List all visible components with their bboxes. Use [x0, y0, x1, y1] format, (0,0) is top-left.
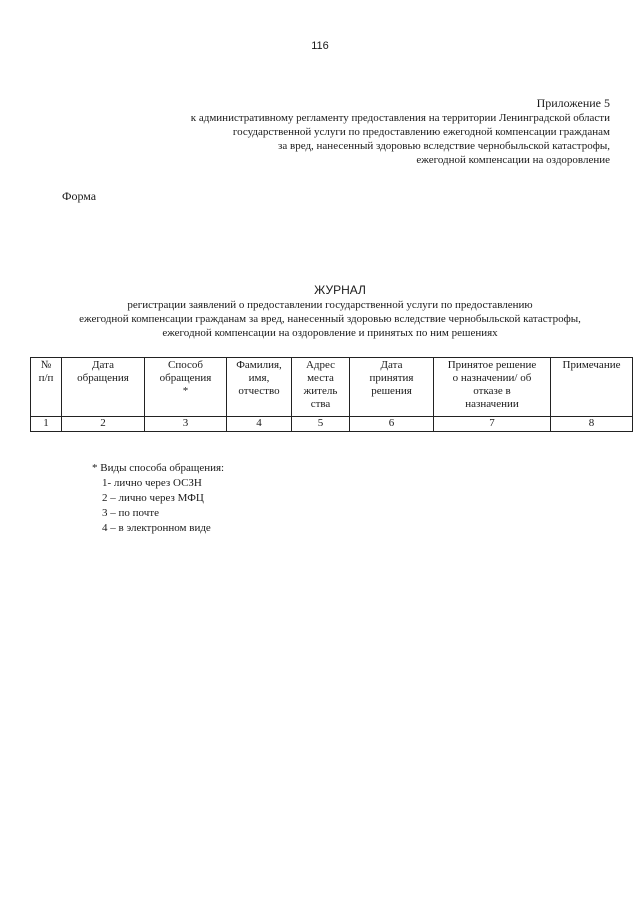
- table-cell: 5: [292, 417, 350, 432]
- footnote-item: 1- лично через ОСЗН: [102, 477, 202, 489]
- journal-subtitle-line: ежегодной компенсации гражданам за вред, нанесенный здоровью вследствие чернобыльской катастрофы,: [79, 313, 581, 325]
- footnote-item: 4 – в электронном виде: [102, 522, 211, 534]
- header-cell-number: № п/п: [31, 358, 62, 417]
- header-cell-date: Дата обращения: [62, 358, 145, 417]
- header-cell-decision: Принятое решение о назначении/ об отказе в назначении: [434, 358, 551, 417]
- footnotes: [92, 461, 224, 536]
- table-cell: 3: [145, 417, 227, 432]
- table-cell: 8: [551, 417, 633, 432]
- header-cell-decision-date: Дата принятия решения: [350, 358, 434, 417]
- table-cell: 6: [350, 417, 434, 432]
- footnote-title: * Виды способа обращения:: [92, 462, 225, 474]
- appendix-line: ежегодной компенсации на оздоровление: [416, 154, 610, 166]
- header-cell-address: Адрес места житель ства: [292, 358, 350, 417]
- table-cell: 1: [31, 417, 62, 432]
- table-cell: 7: [434, 417, 551, 432]
- footnote-item: 2 – лично через МФЦ: [102, 492, 204, 504]
- appendix-block: [140, 96, 610, 167]
- appendix-line: за вред, нанесенный здоровью вследствие чернобыльской катастрофы,: [278, 140, 610, 152]
- header-cell-name: Фамилия, имя, отчество: [227, 358, 292, 417]
- journal-title: ЖУРНАЛ: [314, 283, 366, 297]
- journal-subtitle: [30, 298, 630, 340]
- appendix-title: Приложение 5: [536, 96, 610, 110]
- page-number: 116: [311, 40, 329, 52]
- form-label: Форма: [62, 189, 97, 203]
- journal-subtitle-line: ежегодной компенсации на оздоровление и принятых по ним решениях: [162, 327, 498, 339]
- table-cell: 2: [62, 417, 145, 432]
- journal-table: [30, 357, 633, 432]
- footnote-item: 3 – по почте: [102, 507, 159, 519]
- table-header-row: [31, 358, 633, 417]
- table-row: [31, 417, 633, 432]
- journal-subtitle-line: регистрации заявлений о предоставлении государственной услуги по предоставлению: [127, 299, 533, 311]
- appendix-line: к административному регламенту предоставления на территории Ленинградской области: [190, 112, 610, 124]
- header-cell-method: Способ обращения *: [145, 358, 227, 417]
- header-cell-note: Примечание: [551, 358, 633, 417]
- table-cell: 4: [227, 417, 292, 432]
- appendix-line: государственной услуги по предоставлению ежегодной компенсации гражданам: [232, 126, 610, 138]
